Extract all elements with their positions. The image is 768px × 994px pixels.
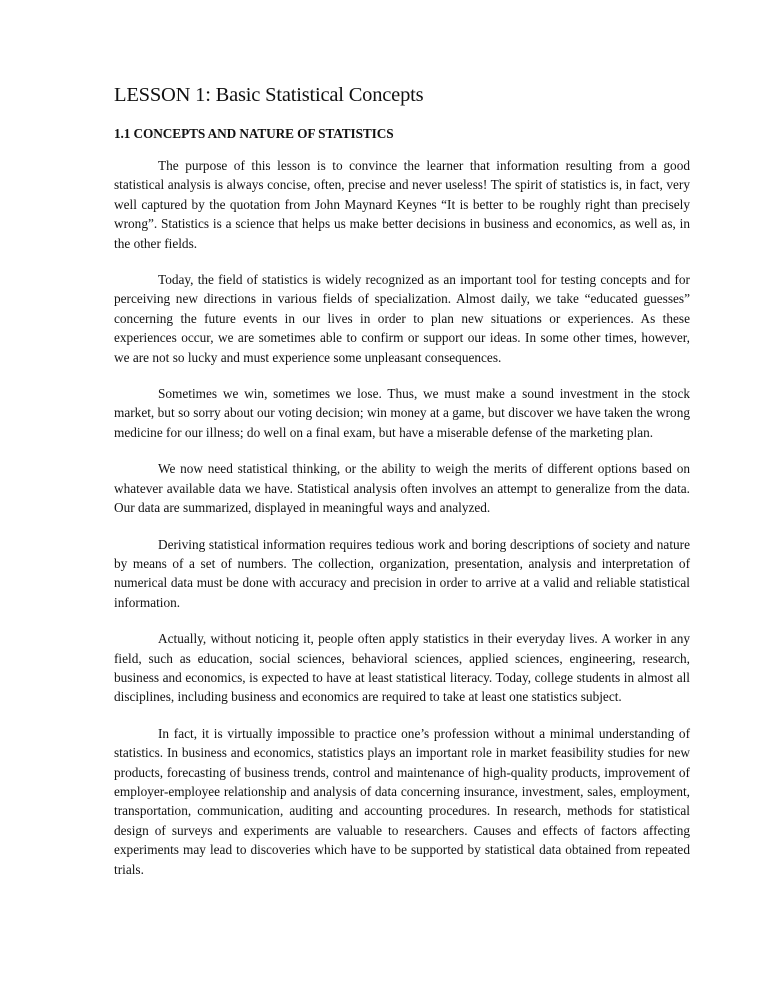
section-heading: 1.1 CONCEPTS AND NATURE OF STATISTICS — [114, 126, 394, 141]
paragraph-today: Today, the field of statistics is widely recognized as an important tool for testing concepts and for perceiving new directions in various fields of specialization. Almost daily, we take “educated guesses” concerning the future events in our lives in order to plan new situations or experiences. As these experiences occur, we are sometimes able to confirm or support our ideas. In some other times, however, we are not so lucky and must experience some unpleasant consequences. — [114, 272, 690, 365]
paragraph-deriving-information: Deriving statistical information requires tedious work and boring descriptions of society and nature by means of a set of numbers. The collection, organization, presentation, analysis and interpretation of numerical data must be done with accuracy and precision in order to arrive at a valid and reliable statistical information. — [114, 536, 690, 610]
paragraph-everyday-lives: Actually, without noticing it, people often apply statistics in their everyday lives. A worker in any field, such as education, social sciences, behavioral sciences, applied sciences, engineering, research, business and economics, is expected to have at least statistical literacy. Today, college students in almost all disciplines, including business and economics are required to take at least one statistics subject. — [114, 631, 690, 705]
lesson-title: LESSON 1: Basic Statistical Concepts — [114, 84, 424, 106]
paragraph-profession: In fact, it is virtually impossible to practice one’s profession without a minimal understanding of statistics. In business and economics, statistics plays an important role in market feasibility studies for new products, forecasting of business trends, control and maintenance of high-quality products, improvement of employer-employee relationship and analysis of data concerning insurance, investment, sales, employment, transportation, communication, auditing and accounting procedures. In research, methods for statistical design of surveys and experiments are valuable to researchers. Causes and effects of factors affecting experiments may lead to discoveries which have to be supported by statistical data obtained from repeated trials. — [114, 725, 690, 877]
document-page — [114, 82, 690, 879]
paragraph-statistical-thinking: We now need statistical thinking, or the ability to weigh the merits of different options based on whatever available data we have. Statistical analysis often involves an attempt to generalize from the data. Our data are summarized, displayed in meaningful ways and analyzed. — [114, 461, 690, 516]
paragraph-win-lose: Sometimes we win, sometimes we lose. Thus, we must make a sound investment in the stock market, but so sorry about our voting decision; win money at a game, but discover we have taken the wrong medicine for our illness; do well on a final exam, but have a miserable defense of the marketing plan. — [114, 386, 690, 440]
paragraph-purpose: The purpose of this lesson is to convince the learner that information resulting from a good statistical analysis is always concise, often, precise and never useless! The spirit of statistics is, in fact, very well captured by the quotation from John Maynard Keynes “It is better to be roughly right than precisely wrong”. Statistics is a science that helps us make better decisions in business and economics, as well as, in the other fields. — [114, 158, 690, 251]
